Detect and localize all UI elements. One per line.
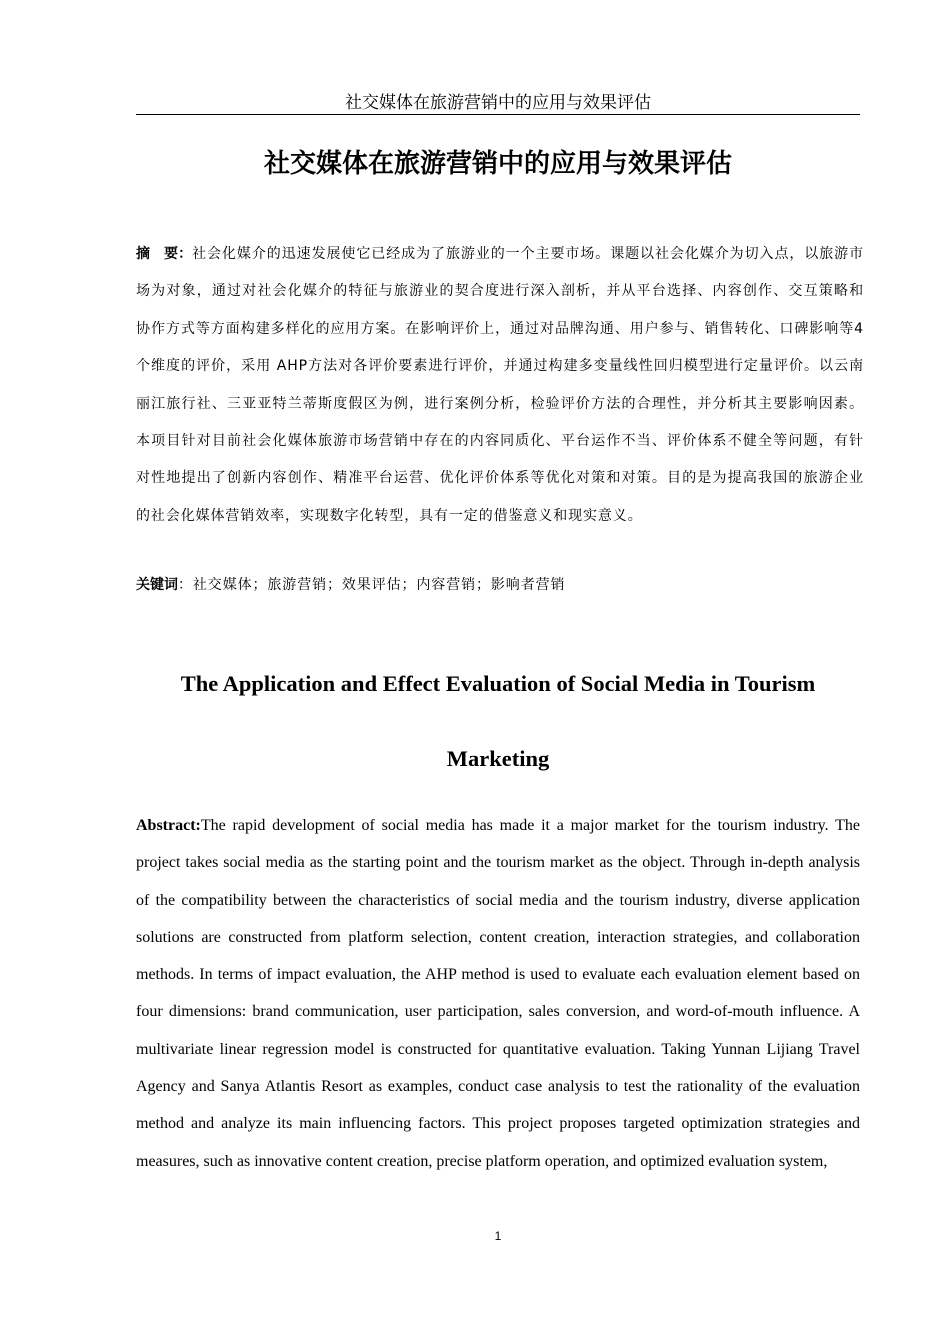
chinese-keywords-text: ：社交媒体；旅游营销；效果评估；内容营销；影响者营销 xyxy=(178,577,566,593)
chinese-abstract-text: 社会化媒介的迅速发展使它已经成为了旅游业的一个主要市场。课题以社会化媒介为切入点，以旅游市场为对象，通过对社会化媒介的特征与旅游业的契合度进行深入剖析，并从平台选择、内容创作、交互策略和协作方式等方面构建多样化的应用方案。在影响评价上，通过对品牌沟通、用户参与、销售转化、口碑影响等4个维度的评价，采用 AHP方法对各评价要素进行评价，并通过构建多变量线性回归模型进行定量评价。以云南丽江旅行社、三亚亚特兰蒂斯度假区为例，进行案例分析，检验评价方法的合理性，并分析其主要影响因素。本项目针对目前社会化媒体旅游市场营销中存在的内容同质化、平台运作不当、评价体系不健全等问题，有针对性地提出了创新内容创作、精准平台运营、优化评价体系等优化对策和对策。目的是为提高我国的旅游企业的社会化媒体营销效率，实现数字化转型，具有一定的借鉴意义和现实意义。 xyxy=(136,246,864,524)
chinese-title: 社交媒体在旅游营销中的应用与效果评估 xyxy=(263,149,732,179)
chinese-abstract xyxy=(136,236,864,535)
english-abstract-label: Abstract: xyxy=(136,817,201,834)
english-abstract-text: The rapid development of social media has made it a major market for the tourism industry. The project takes social media as the starting point and the tourism market as the object. Through in-depth analysis of the compatibility between the characteristics of social media and the tourism industry, diverse application solutions are constructed from platform selection, content creation, interaction strategies, and collaboration methods. In terms of impact evaluation, the AHP method is used to evaluate each evaluation element based on four dimensions: brand communication, user participation, sales conversion, and word-of-mouth influence. A multivariate linear regression model is constructed for quantitative evaluation. Taking Yunnan Lijiang Travel Agency and Sanya Atlantis Resort as examples, conduct case analysis to test the rationality of the evaluation method and analyze its main influencing factors. This project proposes targeted optimization strategies and measures, such as innovative content creation, precise platform operation, and optimized evaluation system, xyxy=(136,817,860,1170)
header-rule xyxy=(136,114,860,115)
running-header: 社交媒体在旅游营销中的应用与效果评估 xyxy=(345,93,651,113)
page-number: 1 xyxy=(494,1229,502,1243)
chinese-keywords xyxy=(136,573,860,597)
english-title: The Application and Effect Evaluation of Social Media in Tourism Marketing xyxy=(180,671,816,771)
chinese-keywords-label: 关键词 xyxy=(136,577,178,593)
english-abstract xyxy=(136,807,860,1180)
chinese-abstract-label: 摘 要： xyxy=(136,246,193,262)
